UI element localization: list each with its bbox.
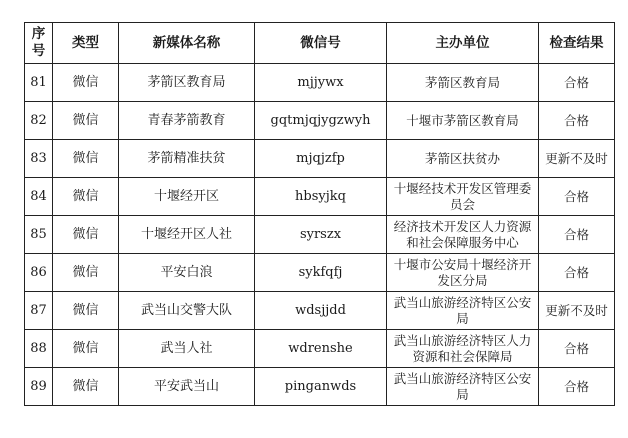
cell-result: 合格 bbox=[539, 330, 615, 368]
cell-unit: 武当山旅游经济特区公安局 bbox=[387, 368, 539, 406]
cell-unit: 十堰经技术开发区管理委员会 bbox=[387, 178, 539, 216]
cell-unit: 武当山旅游经济特区公安局 bbox=[387, 292, 539, 330]
cell-name: 十堰经开区人社 bbox=[119, 216, 255, 254]
cell-type: 微信 bbox=[53, 140, 119, 178]
cell-no: 88 bbox=[25, 330, 53, 368]
cell-type: 微信 bbox=[53, 178, 119, 216]
cell-no: 89 bbox=[25, 368, 53, 406]
header-unit: 主办单位 bbox=[387, 23, 539, 64]
cell-name: 茅箭区教育局 bbox=[119, 64, 255, 102]
cell-wechat-id: wdrenshe bbox=[255, 330, 387, 368]
cell-type: 微信 bbox=[53, 254, 119, 292]
table-row bbox=[25, 178, 615, 216]
cell-wechat-id: mjjywx bbox=[255, 64, 387, 102]
cell-name: 十堰经开区 bbox=[119, 178, 255, 216]
cell-name: 茅箭精准扶贫 bbox=[119, 140, 255, 178]
table-row bbox=[25, 216, 615, 254]
cell-no: 86 bbox=[25, 254, 53, 292]
table-row bbox=[25, 292, 615, 330]
cell-wechat-id: hbsyjkq bbox=[255, 178, 387, 216]
cell-type: 微信 bbox=[53, 292, 119, 330]
cell-result: 合格 bbox=[539, 216, 615, 254]
header-no: 序号 bbox=[25, 23, 53, 64]
cell-unit: 经济技术开发区人力资源和社会保障服务中心 bbox=[387, 216, 539, 254]
cell-no: 82 bbox=[25, 102, 53, 140]
cell-result: 合格 bbox=[539, 254, 615, 292]
cell-no: 85 bbox=[25, 216, 53, 254]
cell-type: 微信 bbox=[53, 216, 119, 254]
header-type: 类型 bbox=[53, 23, 119, 64]
cell-result: 合格 bbox=[539, 368, 615, 406]
media-inspection-table bbox=[24, 22, 615, 406]
table-row bbox=[25, 368, 615, 406]
cell-no: 84 bbox=[25, 178, 53, 216]
cell-name: 武当人社 bbox=[119, 330, 255, 368]
table-header-row bbox=[25, 23, 615, 64]
cell-unit: 茅箭区教育局 bbox=[387, 64, 539, 102]
cell-name: 平安白浪 bbox=[119, 254, 255, 292]
table-row bbox=[25, 254, 615, 292]
cell-wechat-id: gqtmjqjygzwyh bbox=[255, 102, 387, 140]
cell-unit: 十堰市公安局十堰经济开发区分局 bbox=[387, 254, 539, 292]
cell-unit: 十堰市茅箭区教育局 bbox=[387, 102, 539, 140]
cell-name: 平安武当山 bbox=[119, 368, 255, 406]
cell-result: 更新不及时 bbox=[539, 140, 615, 178]
header-result: 检查结果 bbox=[539, 23, 615, 64]
table-row bbox=[25, 64, 615, 102]
table-row bbox=[25, 140, 615, 178]
cell-name: 青春茅箭教育 bbox=[119, 102, 255, 140]
table-row bbox=[25, 330, 615, 368]
header-wechat-id: 微信号 bbox=[255, 23, 387, 64]
header-name: 新媒体名称 bbox=[119, 23, 255, 64]
cell-unit: 茅箭区扶贫办 bbox=[387, 140, 539, 178]
cell-wechat-id: sykfqfj bbox=[255, 254, 387, 292]
cell-result: 合格 bbox=[539, 178, 615, 216]
cell-no: 81 bbox=[25, 64, 53, 102]
cell-wechat-id: mjqjzfp bbox=[255, 140, 387, 178]
cell-result: 合格 bbox=[539, 64, 615, 102]
cell-wechat-id: pinganwds bbox=[255, 368, 387, 406]
cell-type: 微信 bbox=[53, 102, 119, 140]
cell-wechat-id: syrszx bbox=[255, 216, 387, 254]
cell-unit: 武当山旅游经济特区人力资源和社会保障局 bbox=[387, 330, 539, 368]
cell-result: 合格 bbox=[539, 102, 615, 140]
cell-type: 微信 bbox=[53, 368, 119, 406]
table-row bbox=[25, 102, 615, 140]
cell-no: 83 bbox=[25, 140, 53, 178]
cell-type: 微信 bbox=[53, 64, 119, 102]
cell-no: 87 bbox=[25, 292, 53, 330]
cell-type: 微信 bbox=[53, 330, 119, 368]
cell-wechat-id: wdsjjdd bbox=[255, 292, 387, 330]
cell-name: 武当山交警大队 bbox=[119, 292, 255, 330]
cell-result: 更新不及时 bbox=[539, 292, 615, 330]
